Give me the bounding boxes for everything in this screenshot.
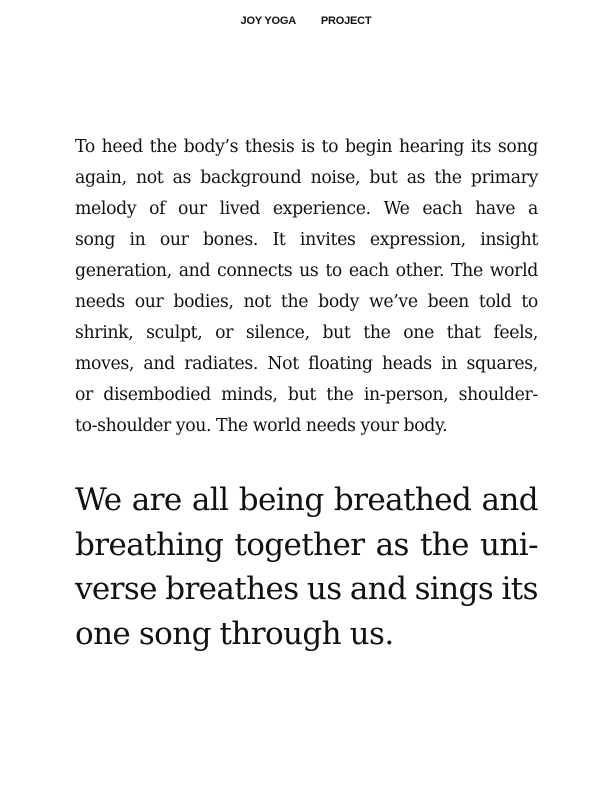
pull-quote-line: one song through us.: [75, 615, 394, 652]
body-paragraph: [75, 132, 538, 442]
body-paragraph-line: song in our bones. It invites expression, insight: [75, 230, 538, 250]
body-paragraph-line: To heed the body’s thesis is to begin hearing its song: [75, 137, 538, 157]
body-paragraph-line: again, not as background noise, but as the primary: [75, 168, 538, 188]
body-paragraph-line: moves, and radiates. Not floating heads in squares,: [75, 354, 538, 374]
running-header: [0, 15, 612, 27]
body-paragraph-line: to-shoulder you. The world needs your body.: [75, 416, 448, 436]
pull-quote: [75, 478, 538, 656]
pull-quote-line: We are all being breathed and: [75, 482, 538, 518]
body-paragraph-line: melody of our lived experience. We each have a: [75, 199, 538, 219]
header-title-right: PROJECT: [320, 15, 372, 27]
body-paragraph-line: or disembodied minds, but the in-person, shoulder-: [75, 385, 538, 405]
pull-quote-line: verse breathes us and sings its: [75, 571, 538, 607]
body-paragraph-line: needs our bodies, not the body we’ve been told to: [75, 292, 538, 312]
pull-quote-line: breathing together as the uni-: [75, 526, 538, 563]
header-title-left: JOY YOGA: [240, 15, 297, 27]
body-paragraph-line: shrink, sculpt, or silence, but the one that feels,: [75, 323, 538, 343]
body-paragraph-line: generation, and connects us to each other. The world: [75, 261, 538, 281]
